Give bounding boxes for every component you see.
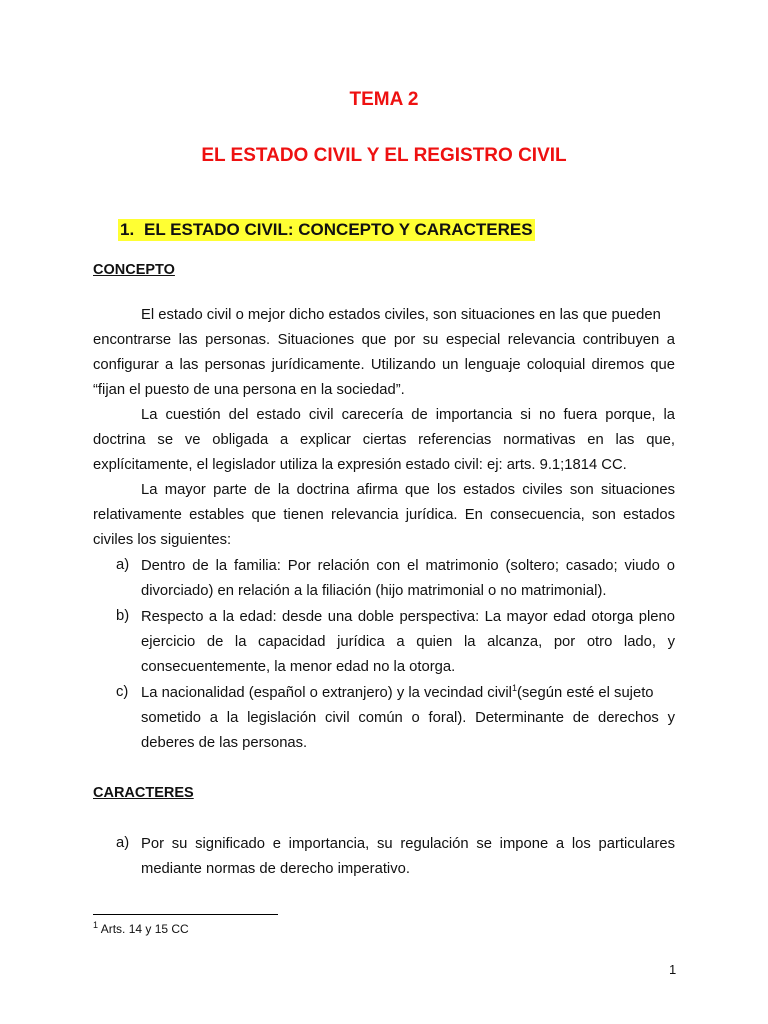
paragraph-line: relativamente estables que tienen relevancia jurídica. En consecuencia, son estados bbox=[93, 507, 675, 523]
footnote-divider bbox=[93, 914, 278, 915]
list-item-line: Por su significado e importancia, su regulación se impone a los particulares bbox=[141, 836, 675, 852]
list-item-line: consecuentemente, la menor edad no la otorga. bbox=[141, 659, 456, 675]
paragraph-line: La mayor parte de la doctrina afirma que los estados civiles son situaciones bbox=[141, 482, 675, 498]
section-title: EL ESTADO CIVIL: CONCEPTO Y CARACTERES bbox=[144, 220, 533, 239]
page-number: 1 bbox=[669, 962, 677, 977]
paragraph-line: doctrina se ve obligada a explicar ciertas referencias normativas en las que, bbox=[93, 432, 675, 448]
list-item-text: (según esté el sujeto bbox=[516, 685, 654, 701]
footnote-reference[interactable]: 1 bbox=[511, 683, 517, 694]
list-item-line bbox=[141, 684, 654, 702]
section-heading bbox=[118, 219, 535, 241]
paragraph-line: El estado civil o mejor dicho estados civiles, son situaciones en las que pueden bbox=[141, 307, 661, 323]
footnote-mark: 1 bbox=[93, 920, 99, 930]
paragraph-line: La cuestión del estado civil carecería de importancia si no fuera porque, la bbox=[141, 407, 675, 423]
list-item-line: ejercicio de la capacidad jurídica a quien la alcanza, por otro lado, y bbox=[141, 634, 675, 650]
footnote-text: Arts. 14 y 15 CC bbox=[100, 922, 189, 936]
page-title: TEMA 2 bbox=[349, 89, 419, 110]
caracteres-heading: CARACTERES bbox=[93, 785, 194, 801]
list-item-label: a) bbox=[116, 835, 130, 851]
list-item-line: Respecto a la edad: desde una doble perspectiva: La mayor edad otorga pleno bbox=[141, 609, 675, 625]
list-item-label: b) bbox=[116, 608, 130, 624]
paragraph-line: civiles los siguientes: bbox=[93, 532, 232, 548]
list-item-label: a) bbox=[116, 557, 130, 573]
paragraph-line: “fijan el puesto de una persona en la sociedad”. bbox=[93, 382, 405, 398]
page-subtitle: EL ESTADO CIVIL Y EL REGISTRO CIVIL bbox=[201, 145, 567, 166]
paragraph-line: encontrarse las personas. Situaciones que por su especial relevancia contribuyen a bbox=[93, 332, 675, 348]
footnote bbox=[93, 922, 189, 936]
paragraph-line: explícitamente, el legislador utiliza la expresión estado civil: ej: arts. 9.1;1814 CC. bbox=[93, 457, 627, 473]
concepto-heading: CONCEPTO bbox=[93, 262, 175, 278]
list-item-line: sometido a la legislación civil común o foral). Determinante de derechos y bbox=[141, 710, 675, 726]
list-item-line: deberes de las personas. bbox=[141, 735, 308, 751]
list-item-line: Dentro de la familia: Por relación con el matrimonio (soltero; casado; viudo o bbox=[141, 558, 675, 574]
list-item-line: divorciado) en relación a la filiación (hijo matrimonial o no matrimonial). bbox=[141, 583, 607, 599]
list-item-line: mediante normas de derecho imperativo. bbox=[141, 861, 410, 877]
section-number: 1. bbox=[120, 220, 135, 239]
list-item-text: La nacionalidad (español o extranjero) y la vecindad civil bbox=[141, 685, 512, 701]
paragraph-line: configurar a las personas jurídicamente. Utilizando un lenguaje coloquial diremos que bbox=[93, 357, 675, 373]
list-item-label: c) bbox=[116, 684, 129, 700]
